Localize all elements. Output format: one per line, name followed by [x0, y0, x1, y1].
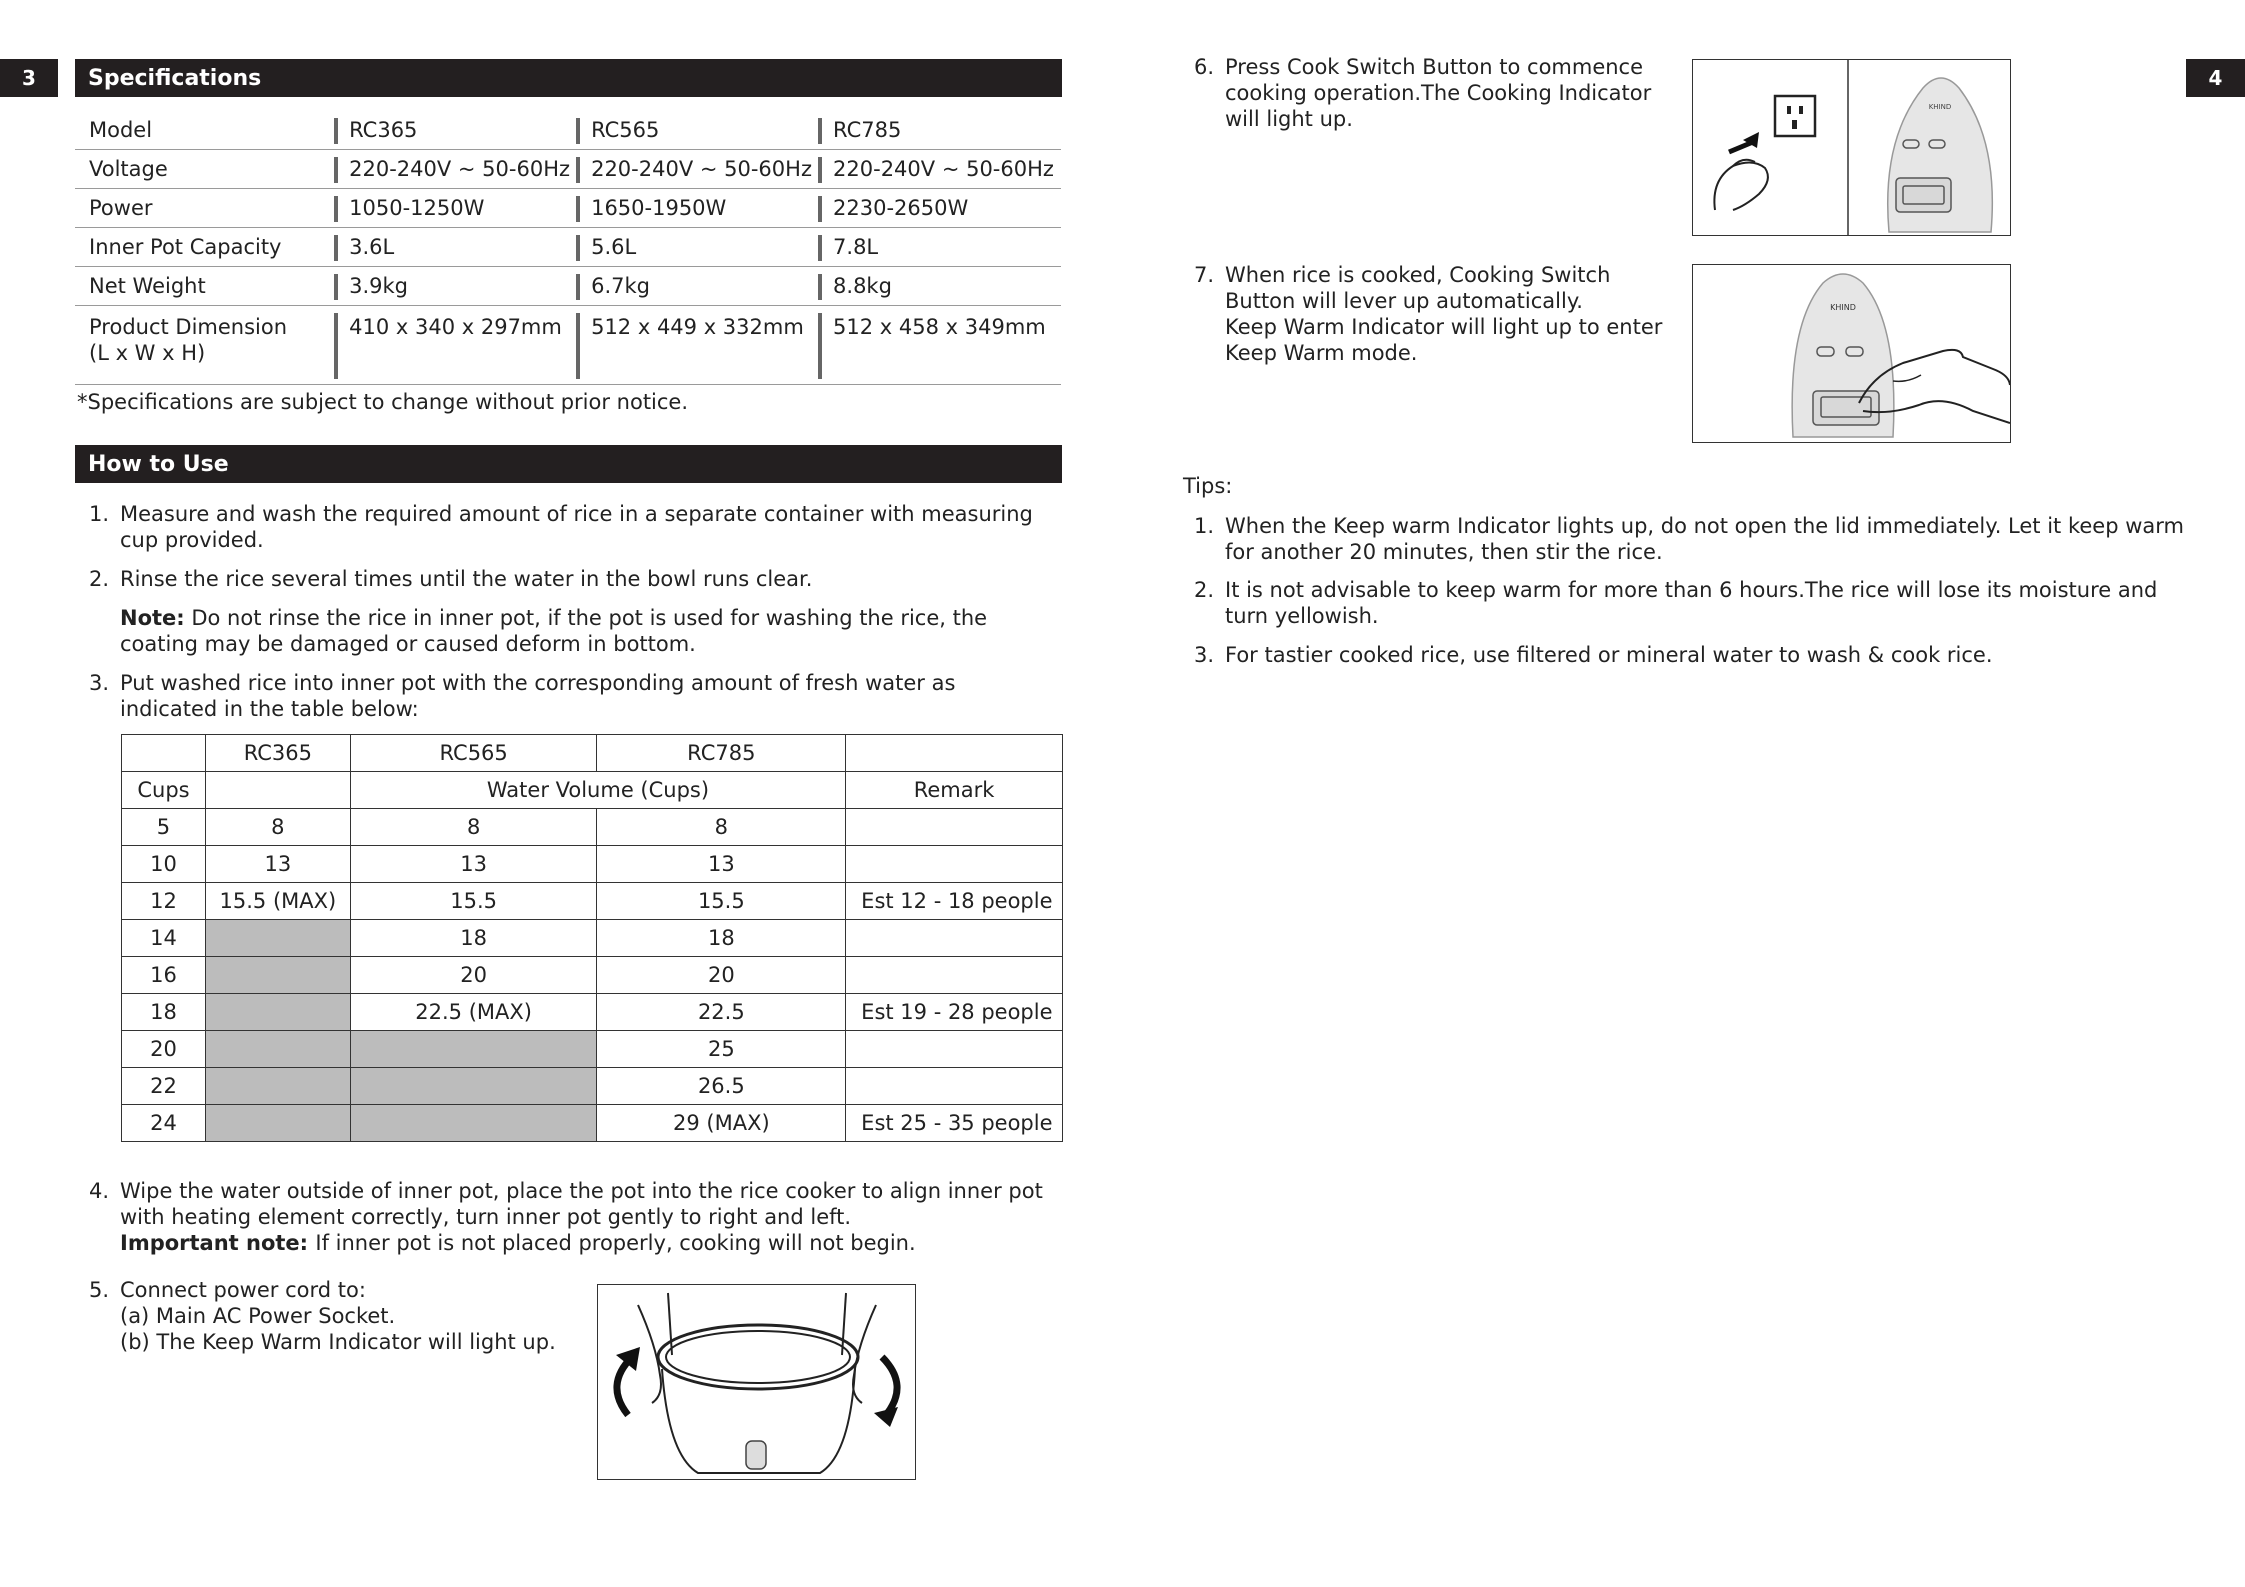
- blank-cell: [205, 772, 350, 809]
- important-text: If inner pot is not placed properly, cooking will not begin.: [315, 1231, 916, 1255]
- step-line: cooking operation.The Cooking Indicator: [1225, 81, 1652, 105]
- spec-row-dimension: [75, 306, 1061, 385]
- spec-label-line1: Product Dimension: [89, 315, 288, 339]
- khind-logo: KHIND: [1830, 303, 1856, 312]
- rc785-cell: 18: [597, 920, 846, 957]
- tips-heading: Tips:: [1183, 474, 1233, 498]
- unavailable-cell: [350, 1105, 597, 1142]
- spec-value: 220-240V ~ 50-60Hz: [577, 150, 819, 189]
- step-number: 2.: [89, 567, 110, 591]
- cups-header: Cups: [122, 772, 206, 809]
- how-to-use-heading: How to Use: [75, 445, 1062, 483]
- cups-cell: 5: [122, 809, 206, 846]
- cups-cell: 24: [122, 1105, 206, 1142]
- rc785-cell: 20: [597, 957, 846, 994]
- step-text: Put washed rice into inner pot with the corresponding amount of fresh water as indicated in the table below:: [120, 671, 956, 721]
- remark-cell: Est 19 - 28 people: [846, 994, 1063, 1031]
- spec-label: Inner Pot Capacity: [75, 228, 335, 267]
- step-line: Button will lever up automatically.: [1225, 289, 1583, 313]
- rc565-cell: 22.5 (MAX): [350, 994, 597, 1031]
- water-row: [122, 920, 1063, 957]
- spec-row-voltage: [75, 150, 1061, 189]
- spec-label: Net Weight: [75, 267, 335, 306]
- step-line: Keep Warm Indicator will light up to enter: [1225, 315, 1663, 339]
- step-number: 6.: [1194, 55, 1215, 79]
- rc565-cell: 20: [350, 957, 597, 994]
- spec-header-row: [75, 111, 1061, 150]
- rc785-cell: 25: [597, 1031, 846, 1068]
- step-number: 4.: [89, 1179, 110, 1203]
- water-volume-header: Water Volume (Cups): [350, 772, 845, 809]
- specifications-table: [75, 111, 1061, 385]
- rc565-cell: 8: [350, 809, 597, 846]
- specifications-heading: Specifications: [75, 59, 1062, 97]
- model-rc785: RC785: [597, 735, 846, 772]
- spec-value: 512 x 449 x 332mm: [577, 306, 819, 385]
- tip-text: [1225, 642, 2194, 668]
- tip-number: 3.: [1194, 643, 1215, 667]
- step-line: Connect power cord to:: [120, 1278, 366, 1302]
- water-row: [122, 846, 1063, 883]
- rc565-cell: 13: [350, 846, 597, 883]
- step-number: 5.: [89, 1278, 110, 1302]
- remark-cell: [846, 920, 1063, 957]
- spec-header-rc565: RC565: [577, 111, 819, 150]
- tip-line: It is not advisable to keep warm for more than 6 hours.The rice will lose its moisture and: [1225, 578, 2158, 602]
- rc365-cell: 13: [205, 846, 350, 883]
- tip-number: 2.: [1194, 578, 1215, 602]
- step-text: Rinse the rice several times until the water in the bowl runs clear.: [120, 567, 813, 591]
- spec-value: 1650-1950W: [577, 189, 819, 228]
- step-line: Press Cook Switch Button to commence: [1225, 55, 1644, 79]
- cups-cell: 18: [122, 994, 206, 1031]
- unavailable-cell: [205, 920, 350, 957]
- remark-cell: [846, 1068, 1063, 1105]
- step-2-note: [120, 605, 1050, 657]
- spec-footnote: *Specifications are subject to change without prior notice.: [77, 390, 689, 414]
- cups-cell: 20: [122, 1031, 206, 1068]
- cups-cell: 10: [122, 846, 206, 883]
- remark-cell: [846, 1031, 1063, 1068]
- spec-value: 7.8L: [819, 228, 1061, 267]
- tip-line: turn yellowish.: [1225, 604, 1379, 628]
- rc785-cell: 29 (MAX): [597, 1105, 846, 1142]
- step-line: (b) The Keep Warm Indicator will light up.: [120, 1330, 556, 1354]
- khind-logo: KHIND: [1928, 103, 1952, 111]
- spec-header-rc785: RC785: [819, 111, 1061, 150]
- spec-value: 3.6L: [335, 228, 577, 267]
- inner-pot-drawing: [598, 1285, 915, 1479]
- unavailable-cell: [350, 1031, 597, 1068]
- remark-cell: [846, 957, 1063, 994]
- cups-cell: 14: [122, 920, 206, 957]
- important-label: Important note:: [120, 1231, 316, 1255]
- spec-label-line2: (L x W x H): [89, 341, 206, 365]
- tip-number: 1.: [1194, 514, 1215, 538]
- blank-cell: [846, 735, 1063, 772]
- step-text: Measure and wash the required amount of rice in a separate container with measuring cup provided.: [120, 502, 1033, 552]
- step-line: When rice is cooked, Cooking Switch: [1225, 263, 1611, 287]
- remark-header: Remark: [846, 772, 1063, 809]
- tip-line: for another 20 minutes, then stir the rice.: [1225, 540, 1663, 564]
- note-label: Note:: [120, 606, 185, 630]
- water-row: [122, 1031, 1063, 1068]
- keep-warm-illustration: [1692, 264, 2011, 443]
- spec-value: 1050-1250W: [335, 189, 577, 228]
- spec-value: 2230-2650W: [819, 189, 1061, 228]
- rc785-cell: 26.5: [597, 1068, 846, 1105]
- rc785-cell: 8: [597, 809, 846, 846]
- step-number: 7.: [1194, 263, 1215, 287]
- rc785-cell: 22.5: [597, 994, 846, 1031]
- step-number: 3.: [89, 671, 110, 695]
- cups-cell: 12: [122, 883, 206, 920]
- rc365-cell: 8: [205, 809, 350, 846]
- water-row: [122, 809, 1063, 846]
- spec-row-weight: [75, 267, 1061, 306]
- blank-cell: [122, 735, 206, 772]
- page-number-left: 3: [0, 59, 58, 97]
- unavailable-cell: [205, 1068, 350, 1105]
- spec-label: Power: [75, 189, 335, 228]
- spec-value: 5.6L: [577, 228, 819, 267]
- plug-and-cooker-drawing: [1693, 60, 2010, 235]
- spec-value: 410 x 340 x 297mm: [335, 306, 577, 385]
- spec-value: 3.9kg: [335, 267, 577, 306]
- water-table-model-row: [122, 735, 1063, 772]
- rc565-cell: 18: [350, 920, 597, 957]
- cups-cell: 16: [122, 957, 206, 994]
- remark-cell: [846, 809, 1063, 846]
- spec-value: 220-240V ~ 50-60Hz: [335, 150, 577, 189]
- spec-value: 8.8kg: [819, 267, 1061, 306]
- inner-pot-illustration: [597, 1284, 916, 1480]
- rc565-cell: 15.5: [350, 883, 597, 920]
- spec-row-capacity: [75, 228, 1061, 267]
- rc785-cell: 15.5: [597, 883, 846, 920]
- water-row: [122, 883, 1063, 920]
- water-row: [122, 1105, 1063, 1142]
- step-line: (a) Main AC Power Socket.: [120, 1304, 396, 1328]
- remark-cell: Est 12 - 18 people: [846, 883, 1063, 920]
- water-row: [122, 957, 1063, 994]
- water-row: [122, 994, 1063, 1031]
- tip-text: [1225, 513, 2194, 565]
- note-text: Do not rinse the rice in inner pot, if the pot is used for washing the rice, the coating may be damaged or caused deform in bottom.: [120, 606, 988, 656]
- tip-line: When the Keep warm Indicator lights up, do not open the lid immediately. Let it keep warm: [1225, 514, 2184, 538]
- spec-value: 512 x 458 x 349mm: [819, 306, 1061, 385]
- remark-cell: [846, 846, 1063, 883]
- unavailable-cell: [350, 1068, 597, 1105]
- step-text: [1225, 54, 1674, 132]
- rc365-cell: 15.5 (MAX): [205, 883, 350, 920]
- unavailable-cell: [205, 1031, 350, 1068]
- step-number: 1.: [89, 502, 110, 526]
- spec-label: [75, 306, 335, 385]
- model-rc565: RC565: [350, 735, 597, 772]
- step-text: [120, 1277, 589, 1355]
- water-table-header-row: [122, 772, 1063, 809]
- spec-header-rc365: RC365: [335, 111, 577, 150]
- model-rc365: RC365: [205, 735, 350, 772]
- step-line: Keep Warm mode.: [1225, 341, 1418, 365]
- unavailable-cell: [205, 994, 350, 1031]
- step-text: Wipe the water outside of inner pot, place the pot into the rice cooker to align inner pot with heating element correctly, turn inner pot gently to right and left.: [120, 1179, 1043, 1229]
- step-text-wrap: [120, 1178, 1049, 1256]
- cups-cell: 22: [122, 1068, 206, 1105]
- spec-row-power: [75, 189, 1061, 228]
- step-text: [1225, 262, 1674, 366]
- cooker-switch-drawing: [1693, 265, 2010, 442]
- step-line: will light up.: [1225, 107, 1353, 131]
- tip-text: [1225, 577, 2194, 629]
- spec-label: Voltage: [75, 150, 335, 189]
- tip-line: For tastier cooked rice, use filtered or mineral water to wash & cook rice.: [1225, 643, 1993, 667]
- water-volume-table: [121, 734, 1063, 1142]
- spec-header-model: Model: [75, 111, 335, 150]
- water-row: [122, 1068, 1063, 1105]
- spec-value: 6.7kg: [577, 267, 819, 306]
- unavailable-cell: [205, 957, 350, 994]
- remark-cell: Est 25 - 35 people: [846, 1105, 1063, 1142]
- rc785-cell: 13: [597, 846, 846, 883]
- unavailable-cell: [205, 1105, 350, 1142]
- plug-in-illustration: [1692, 59, 2011, 236]
- spec-value: 220-240V ~ 50-60Hz: [819, 150, 1061, 189]
- page-number-right: 4: [2186, 59, 2245, 97]
